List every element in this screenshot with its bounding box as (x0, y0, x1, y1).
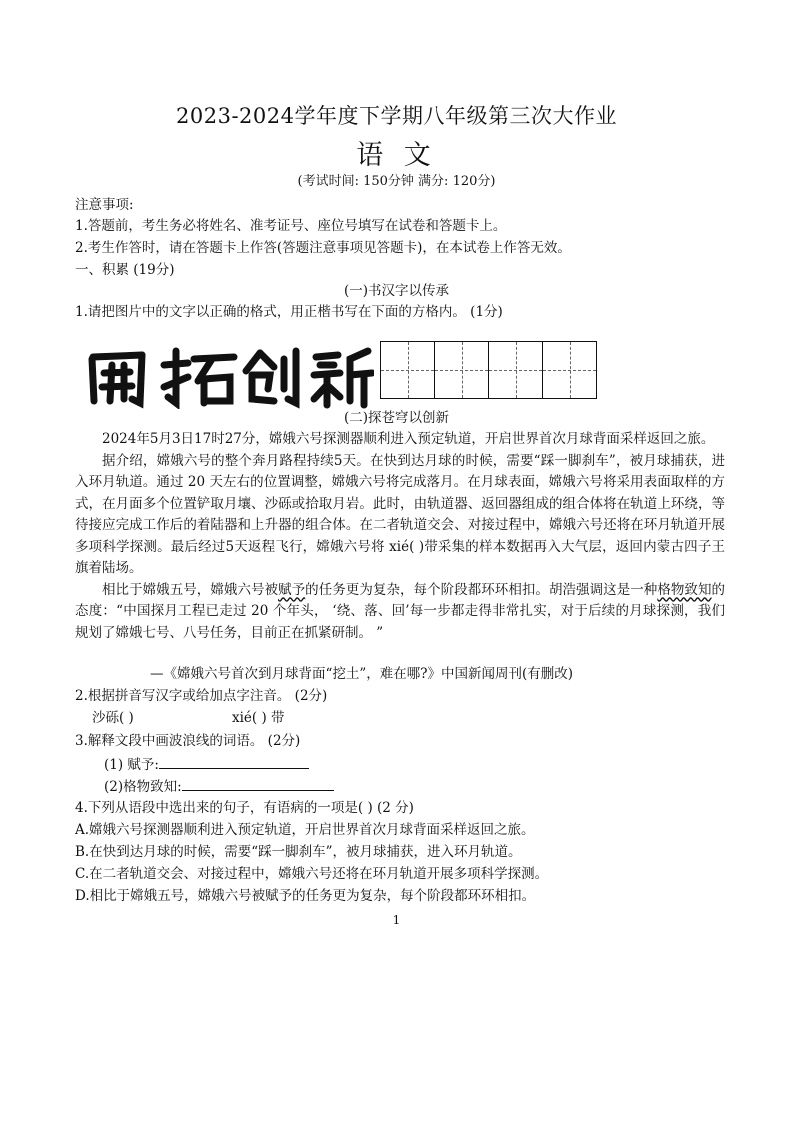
passage-text: 的态度：“中国探月工程已走过 20 个年头， ‘绕、落、回’每一步都走得非常扎实，对于后续的月球探测，我们规划了嫦娥七号、八号任务，目前正在抓紧研制。 ” (75, 581, 726, 641)
notice-item-1: 1.答题前，考生务必将姓名、准考证号、座位号填写在试卷和答题卡上。 (75, 218, 507, 234)
notice-heading: 注意事项: (75, 197, 134, 213)
section-heading: 一、积累 (19分) (75, 262, 175, 278)
option-d: D.相比于嫦娥五号，嫦娥六号被赋予的任务更为复杂，每个阶段都环环相扣。 (75, 888, 536, 904)
grid-cell[interactable] (489, 342, 543, 398)
passage-paragraph-2: 据介绍，嫦娥六号的整个奔月路程持续5天。在快到达月球的时候，需要“踩一脚刹车”，被月球捕获，进入环月轨道。通过 20 天左右的位置调整，嫦娥六号将完成落月。在月球表面，嫦娥六号将采用表面取样的方式，在月面多个位置铲取月壤、沙砾或拾取月岩。此时，由轨道器、返回器组成的组合体将在轨道上环绕，等待接应完成工作后的着陆器和上升器的组合体。在二者轨道交会、对接过程中，嫦娥六号还将在环月轨道开展多项科学探测。最后经过5天返程飞行，嫦娥六号将 xié( )带采集的样本数据再入大气层，返回内蒙古四子王旗着陆场。 (75, 452, 725, 576)
writing-grid[interactable] (380, 341, 597, 399)
wavy-underlined-word-2: 格物致知 (657, 581, 712, 598)
document-title: 2023-2024学年度下学期八年级第三次大作业 (176, 104, 617, 128)
passage-paragraph-1: 2024年5月3日17时27分，嫦娥六号探测器顺利进入预定轨道，开启世界首次月球背面采样返回之旅。 (102, 431, 715, 447)
question-3-label-2: (2)格物致知: (104, 779, 182, 795)
grid-cell[interactable] (381, 342, 435, 398)
passage-paragraph-3 (75, 580, 725, 645)
question-2-item-2: xié( ) 带 (232, 710, 285, 726)
grid-cell[interactable] (543, 342, 596, 398)
passage-text: 的任务更为复杂，每个阶段都环环相扣。胡浩强调这是一种 (305, 581, 658, 598)
page-number: 1 (392, 913, 401, 927)
wavy-underlined-word-1: 赋予 (278, 581, 306, 598)
option-a: A.嫦娥六号探测器顺利进入预定轨道，开启世界首次月球背面采样返回之旅。 (75, 822, 535, 838)
subject-title: 语 文 (356, 140, 437, 171)
answer-blank[interactable] (182, 776, 334, 791)
question-3-item-1 (104, 754, 309, 775)
passage-text: 相比于嫦娥五号，嫦娥六号被 (102, 581, 279, 598)
question-3: 3.解释文段中画波浪线的词语。 (2分) (75, 733, 301, 749)
notice-item-2: 2.考生作答时，请在答题卡上作答(答题注意事项见答题卡)，在本试卷上作答无效。 (75, 240, 571, 256)
answer-blank[interactable] (159, 754, 309, 769)
subsection-heading-1: (一)书汉字以传承 (343, 283, 450, 299)
question-3-item-2 (104, 776, 334, 797)
question-3-label-1: (1) 赋予: (104, 757, 159, 773)
exam-info: (考试时间: 150分钟 满分: 120分) (297, 174, 496, 189)
reading-passage (75, 429, 725, 644)
option-c: C.在二者轨道交会、对接过程中，嫦娥六号还将在环月轨道开展多项科学探测。 (75, 866, 549, 882)
passage-source: —《嫦娥六号首次到月球背面“挖土”，难在哪?》中国新闻周刊(有删改) (150, 666, 574, 682)
subsection-heading-2: (二)探苍穹以创新 (343, 410, 450, 426)
question-1: 1.请把图片中的文字以正确的格式，用正楷书写在下面的方格内。 (1分) (75, 304, 503, 320)
question-2: 2.根据拼音写汉字或给加点字注音。 (2分) (75, 688, 328, 704)
grid-cell[interactable] (435, 342, 489, 398)
calligraphy-image (84, 345, 374, 409)
question-4: 4.下列从语段中选出来的句子，有语病的一项是( ) (2 分) (75, 800, 414, 816)
question-2-item-1: 沙砾( ) (92, 710, 134, 726)
option-b: B.在快到达月球的时候，需要“踩一脚刹车”，被月球捕获，进入环月轨道。 (75, 844, 522, 860)
